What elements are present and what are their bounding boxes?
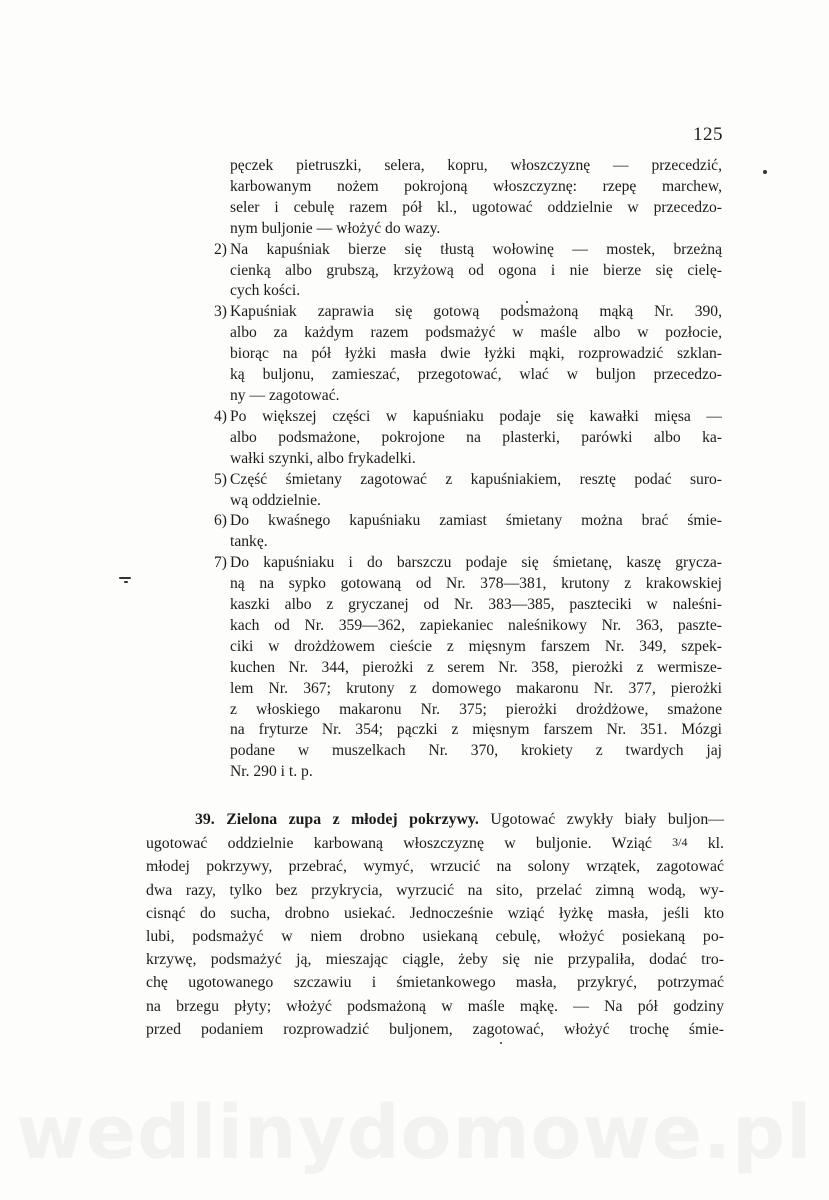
note-number: 6) <box>214 512 227 530</box>
recipe-title: 39. Zielona zupa z młodej pokrzywy. <box>195 811 479 828</box>
text-line: karbowanym nożem pokrojoną włoszczyznę: rzepę marchew, <box>230 177 722 195</box>
recipe-line: na brzegu płyty; włożyć podsmażoną w maśle mąkę. — Na pół godziny <box>146 997 724 1015</box>
recipe-line: chę ugotowanego szczawiu i śmietankowego masła, przykryć, potrzymać <box>146 974 724 992</box>
fraction: 3/4 <box>672 835 688 850</box>
text-line: ką buljonu, zamieszać, przegotować, wlać w buljon przecedzo- <box>230 366 722 384</box>
note-number: 4) <box>214 407 227 425</box>
text-line: lem Nr. 367; krutony z domowego makaronu Nr. 377, pierożki <box>230 679 722 697</box>
text-line: kaszki albo z gryczanej od Nr. 383—385, paszteciki w naleśni- <box>230 596 722 614</box>
text-line: podane w muszelkach Nr. 370, krokiety z twardych jaj <box>230 742 722 760</box>
text-line: na fryturze Nr. 354; pączki z mięsnym farszem Nr. 351. Mózgi <box>230 721 722 739</box>
ink-speck <box>124 581 128 583</box>
recipe-line: przed podaniem rozprowadzić buljonem, zagotować, włożyć trochę śmie- <box>146 1020 724 1038</box>
ink-speck <box>763 170 767 174</box>
recipe-text: ugotować oddzielnie karbowaną włoszczyznę w buljonie. Wziąć <box>146 835 652 853</box>
text-line: pęczek pietruszki, selera, kopru, włoszczyznę — przecedzić, <box>230 157 722 174</box>
recipe-39 <box>146 808 724 1041</box>
page-number: 125 <box>693 124 723 145</box>
note-item-6 <box>214 511 722 553</box>
notes-list <box>214 156 722 783</box>
text-line: biorąc na pół łyżki masła dwie łyżki mąki, rozprowadzić szklan- <box>230 345 722 363</box>
text-line: Nr. 290 i t. p. <box>230 763 313 781</box>
recipe-intro: Ugotować zwykły biały buljon— <box>490 811 725 828</box>
text-line: ny — zagotować. <box>230 386 340 404</box>
text-line: wałki szynki, albo frykadelki. <box>230 449 416 467</box>
note-number: 2) <box>214 240 227 258</box>
text-line: nym buljonie — włożyć do wazy. <box>230 219 441 237</box>
recipe-line: krzywę, podsmażyć ją, mieszając ciągle, żeby się nie przypaliła, dodać tro- <box>146 951 724 969</box>
note-number: 5) <box>214 470 227 488</box>
text-line: Do kapuśniaku i do barszczu podaje się śmietanę, kaszę gryczа- <box>230 554 722 572</box>
text-line: Kapuśniak zaprawia się gotową podsmażoną mąką Nr. 390, <box>230 303 722 321</box>
recipe-line: młodej pokrzywy, przebrać, wymyć, wrzucić na solony wrzątek, zagotować <box>146 858 724 876</box>
text-line: tankę. <box>230 533 268 551</box>
note-item-7 <box>214 553 722 783</box>
recipe-text: kl. <box>707 835 725 853</box>
text-line: cienką albo grubszą, krzyżową od ogona i nie bierze się cielę- <box>230 261 722 279</box>
text-line: Na kapuśniak bierze się tłustą wołowinę — mostek, brzeżną <box>230 240 722 258</box>
text-line: Do kwaśnego kapuśniaku zamiast śmietany można brać śmie- <box>230 512 722 530</box>
text-line: seler i cebulę razem pół kl., ugotować oddzielnie w przecedzo- <box>230 198 722 216</box>
recipe-line <box>146 831 724 855</box>
note-number: 7) <box>214 554 227 572</box>
recipe-line: lubi, podsmażyć w niem drobno usiekaną cebulę, włożyć posiekaną po- <box>146 928 724 946</box>
text-line: ną na sypko gotowaną od Nr. 378—381, krutony z krakowskiej <box>230 575 722 593</box>
note-item-2 <box>214 240 722 303</box>
text-line: albo podsmażone, pokrojone na plasterki, parówki albo ka- <box>230 428 722 446</box>
recipe-line: dwa razy, tylko bez przykrycia, wyrzucić na sito, przelać zimną wodą, wy- <box>146 881 724 899</box>
note-item-3 <box>214 302 722 407</box>
text-line: kach od Nr. 359—362, zapiekaniec naleśnikowy Nr. 363, paszte- <box>230 616 722 634</box>
watermark: wedlinydomowe.pl <box>16 1090 813 1176</box>
ink-speck <box>500 1042 502 1044</box>
text-line: ciki w drożdżowem cieście z mięsnym farszem Nr. 349, szpek- <box>230 637 722 655</box>
recipe-line: cisnąć do sucha, drobno usiekać. Jednocześnie wziąć łyżkę masła, jeśli kto <box>146 904 724 922</box>
note-number: 3) <box>214 303 227 321</box>
continuation-text <box>230 156 722 240</box>
text-line: wą oddzielnie. <box>230 491 321 509</box>
note-item-5 <box>214 470 722 512</box>
recipe-first-line <box>146 808 724 831</box>
note-item-4 <box>214 407 722 470</box>
ink-speck <box>119 577 131 579</box>
text-line: kuchen Nr. 344, pierożki z serem Nr. 358, pierożki z wermisze- <box>230 658 722 676</box>
text-line: Część śmietany zagotować z kapuśniakiem, resztę podać suro- <box>230 470 722 488</box>
text-line: z włoskiego makaronu Nr. 375; pierożki drożdżowe, smażone <box>230 700 722 718</box>
text-line: Po większej części w kapuśniaku podaje się kawałki mięsa — <box>230 407 722 425</box>
text-line: albo za każdym razem podsmażyć w maśle albo w pozłocie, <box>230 324 722 342</box>
ink-speck <box>526 301 528 303</box>
text-line: cych kości. <box>230 282 301 300</box>
